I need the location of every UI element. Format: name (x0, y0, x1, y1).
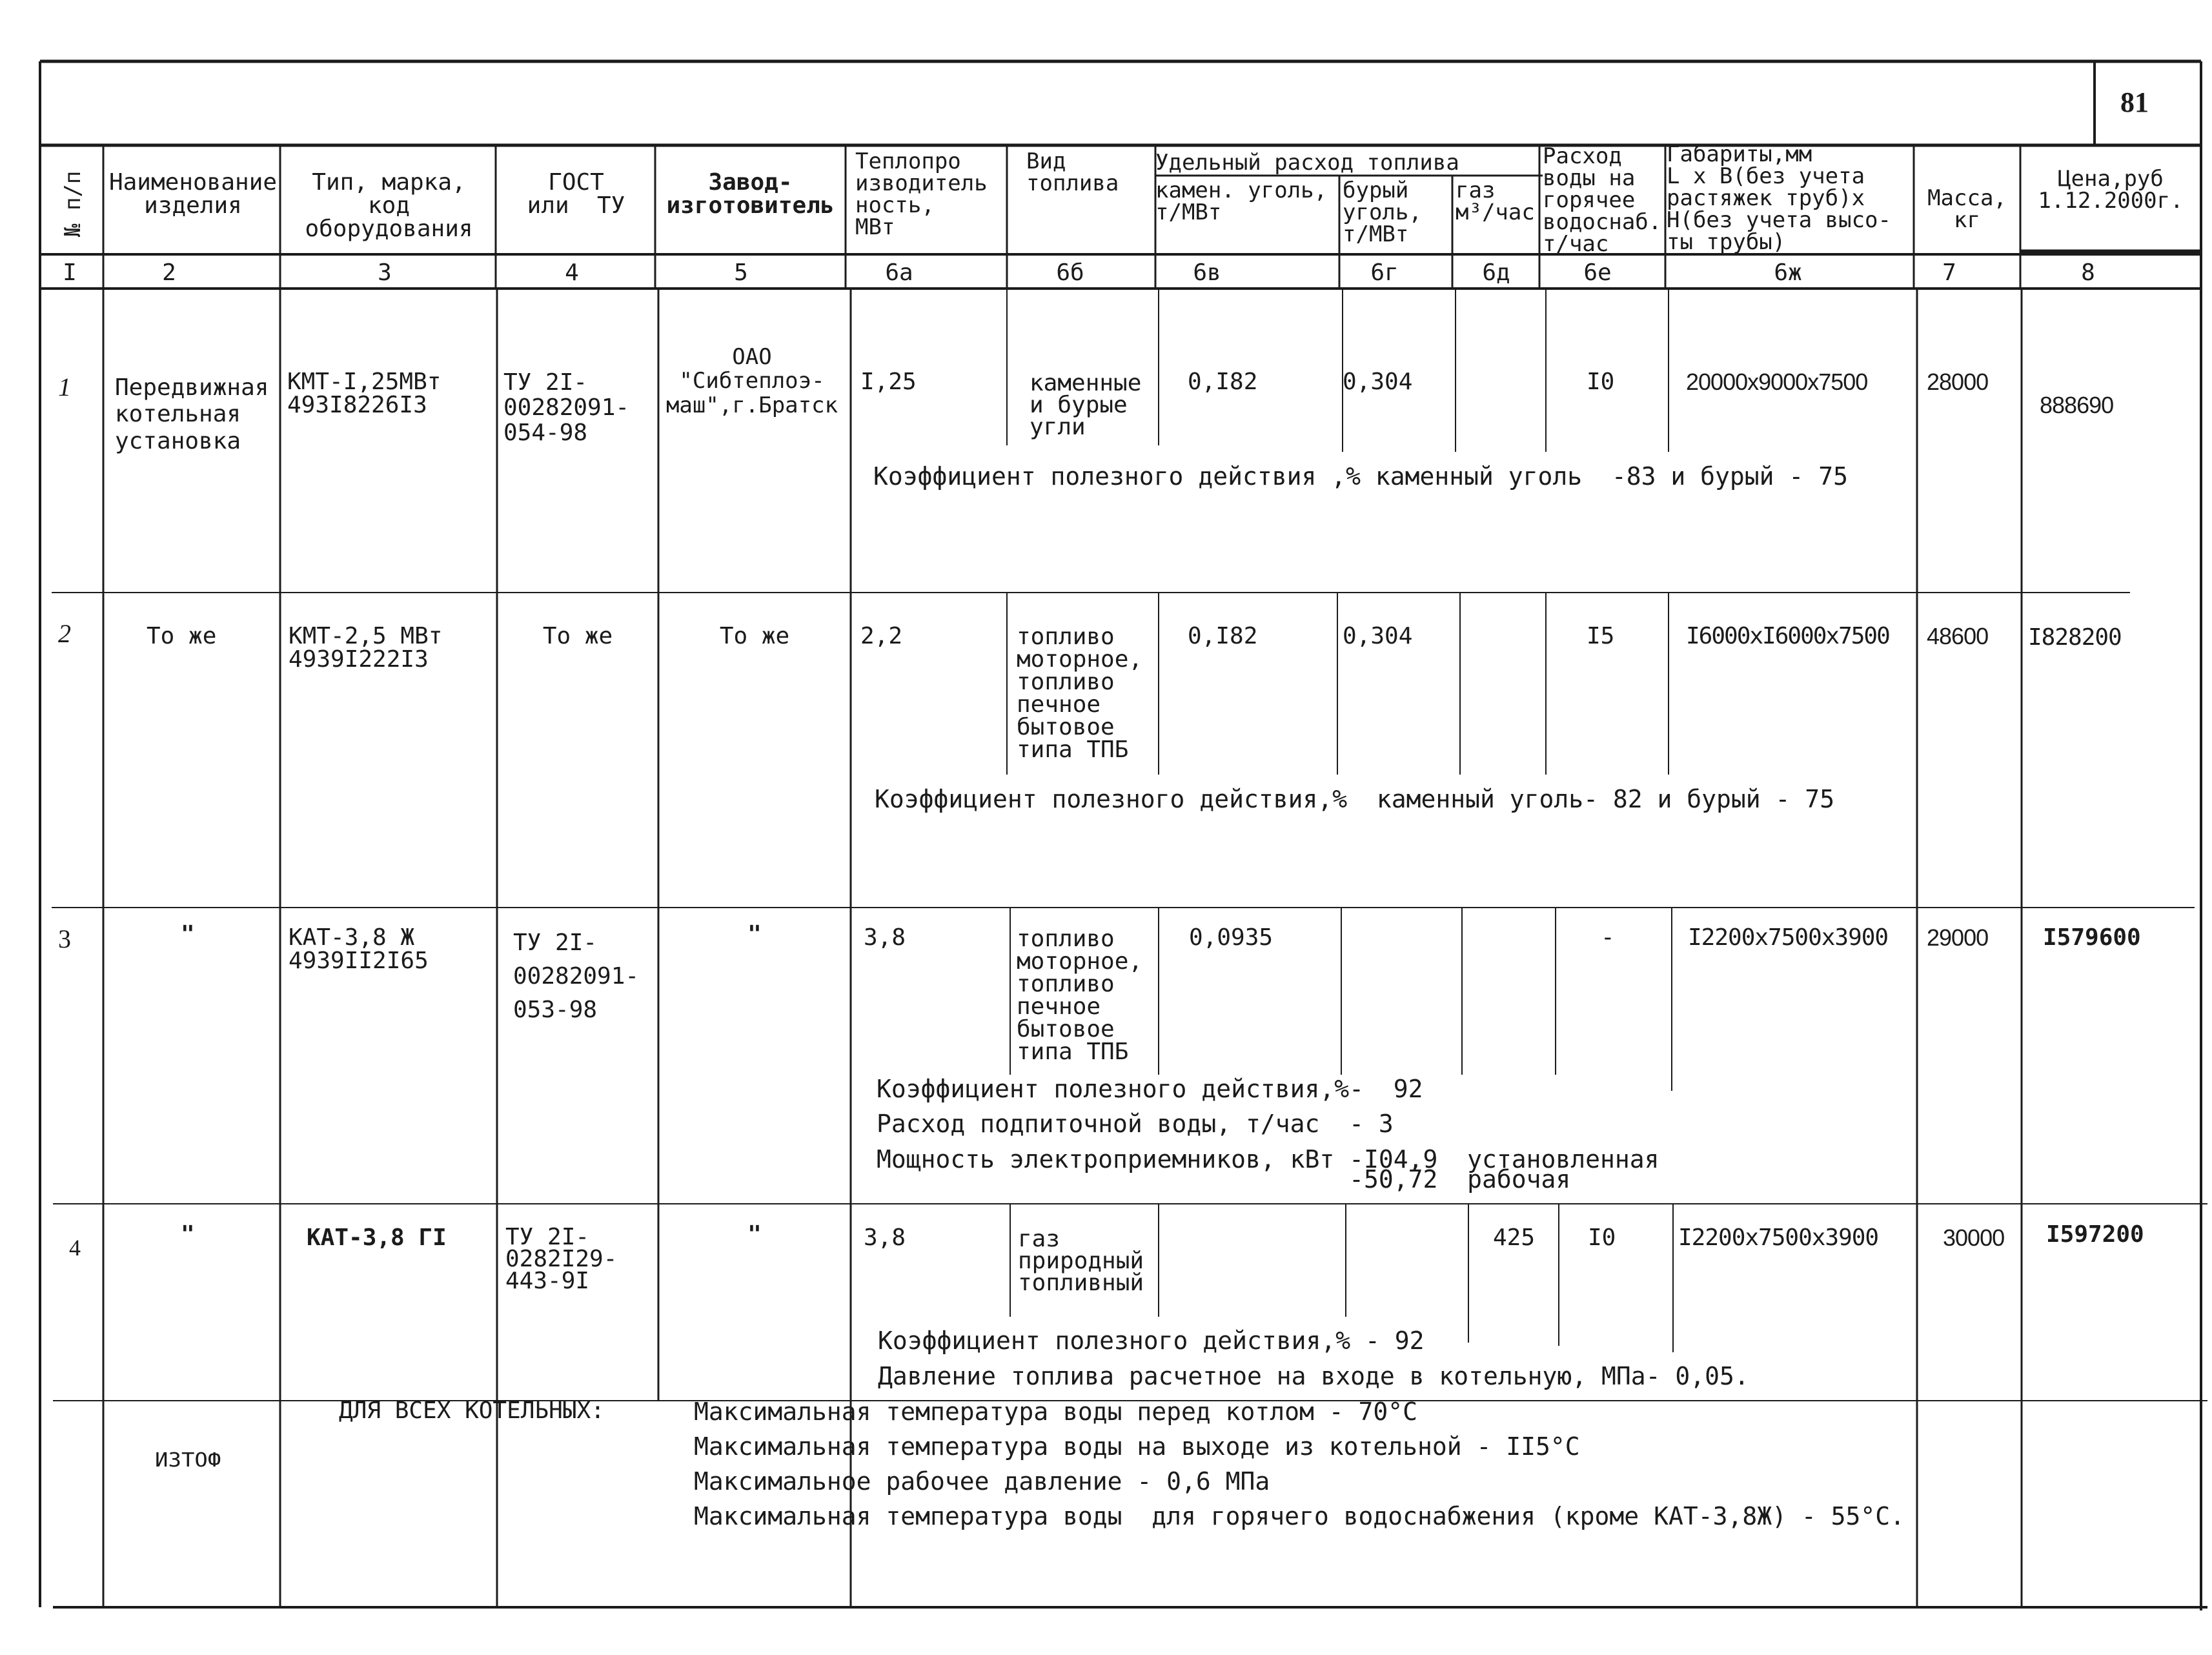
row4-water: I0 (1588, 1224, 1616, 1251)
row1-name: Передвижная котельная установка (115, 374, 269, 454)
row1-brown: 0,304 (1343, 369, 1413, 395)
row3-price: I579600 (2043, 924, 2141, 951)
header-gas: газ м³/час (1456, 178, 1535, 225)
row2-type: КМТ-2,5 МВт 4939I222I3 (289, 623, 443, 673)
header-power: Теплопро изводитель ность, МВт (855, 148, 988, 240)
column-number: 5 (734, 259, 748, 286)
column-number: 6а (885, 259, 913, 286)
row3-mass: 29000 (1927, 924, 1989, 951)
column-number: 6г (1370, 259, 1399, 286)
row1-coal: 0,I82 (1188, 369, 1258, 395)
column-number: 3 (378, 259, 392, 286)
row2-power: 2,2 (860, 623, 903, 649)
row4-type: КАТ-3,8 ГI (307, 1224, 447, 1251)
row4-note-1: Коэффициент полезного действия,% - 92 (878, 1326, 1425, 1355)
header-coal: камен. уголь, т/МВт (1155, 178, 1328, 225)
row1-note: Коэффициент полезного действия ,% каменный уголь -83 и бурый - 75 (873, 462, 1848, 491)
row3-note-2: Расход подпиточной воды, т/час - 3 (877, 1110, 1394, 1138)
column-number: 2 (162, 259, 176, 286)
row3-note-3: Мощность электроприемников, кВт -I04,9 установленная (877, 1145, 1659, 1173)
row2-fuel: топливо моторное, топливо печное бытовое типа ТПБ (1017, 624, 1143, 763)
footer-all-label: ДЛЯ ВСЕХ КОТЕЛЬНЫХ: (339, 1397, 605, 1424)
column-number: 6в (1193, 259, 1221, 286)
column-number: 6б (1056, 259, 1084, 286)
row4-num: 4 (69, 1235, 81, 1261)
row4-mass: 30000 (1943, 1224, 2005, 1251)
footer-line-3: Максимальное рабочее давление - 0,6 МПа (694, 1467, 1270, 1496)
row3-type: КАТ-3,8 Ж 4939II2I65 (289, 924, 429, 974)
row4-price: I597200 (2046, 1221, 2144, 1248)
row1-fuel: каменные и бурые угли (1030, 370, 1142, 441)
row3-fuel: топливо моторное, топливо печное бытовое типа ТПБ (1017, 926, 1143, 1065)
row4-name: " (181, 1221, 195, 1248)
header-water: Расход воды на горячее водоснаб. т/час (1543, 143, 1662, 257)
row1-maker: ОАО "Сибтеплоэ- маш",г.Братск (665, 344, 838, 418)
row4-power: 3,8 (864, 1224, 906, 1251)
row1-power: I,25 (860, 369, 917, 395)
row3-dims: I2200x7500x3900 (1688, 924, 1889, 951)
row2-mass: 48600 (1927, 623, 1989, 649)
row3-gost: ТУ 2I- 00282091- 053-98 (513, 929, 640, 1024)
row4-gost: ТУ 2I- 0282I29- 443-9I (505, 1224, 618, 1295)
row2-coal: 0,I82 (1188, 623, 1258, 649)
row3-power: 3,8 (864, 924, 906, 951)
column-number: 4 (565, 259, 579, 286)
column-number: 6д (1482, 259, 1510, 286)
column-number: I (63, 259, 77, 286)
header-num: № п/п (60, 170, 86, 237)
header-mass: Масса, кг (1927, 185, 2007, 233)
footer-line-1: Максимальная температура воды перед котлом - 70°С (694, 1397, 1418, 1426)
row1-gost: ТУ 2I- 00282091- 054-98 (503, 369, 630, 446)
column-number: 6е (1583, 259, 1612, 286)
row2-brown: 0,304 (1343, 623, 1413, 649)
header-brown: бурый уголь, т/МВт (1343, 178, 1422, 247)
header-name: Наименование изделия (108, 169, 278, 219)
row4-dims: I2200x7500x3900 (1678, 1224, 1879, 1251)
row2-name: То же (147, 623, 217, 649)
row3-note-1: Коэффициент полезного действия,%- 92 (877, 1075, 1423, 1103)
footer-stamp: ИЗТОФ (155, 1448, 221, 1472)
header-fuel: Вид топлива (1026, 148, 1119, 196)
row1-num: 1 (58, 372, 71, 401)
row4-maker: " (747, 1221, 762, 1248)
column-number: 8 (2081, 259, 2095, 286)
row3-note-4: -50,72 рабочая (877, 1165, 1571, 1193)
row4-note-2: Давление топлива расчетное на входе в котельную, МПа- 0,05. (878, 1362, 1749, 1390)
header-spec-fuel: Удельный расход топлива (1155, 150, 1459, 176)
row2-note: Коэффициент полезного действия,% каменный уголь- 82 и бурый - 75 (875, 785, 1835, 813)
row4-fuel: газ природный топливный (1018, 1226, 1144, 1297)
row2-water: I5 (1587, 623, 1615, 649)
column-number: 7 (1942, 259, 1956, 286)
row2-maker: То же (719, 623, 790, 649)
header-dims: Габариты,мм L х В(без учета растяжек труб)х Н(без учета высо- ты трубы) (1667, 141, 1891, 255)
row2-gost: То же (542, 623, 613, 649)
row3-num: 3 (58, 924, 71, 953)
header-price: Цена,руб 1.12.2000г. (2038, 166, 2184, 214)
row1-dims: 20000x9000x7500 (1686, 369, 1868, 395)
row2-price: I828200 (2028, 624, 2122, 651)
row2-num: 2 (58, 619, 71, 648)
row3-name: " (181, 921, 195, 948)
row3-coal: 0,0935 (1189, 924, 1273, 951)
row2-dims: I6000xI6000x7500 (1686, 623, 1889, 649)
row1-type: КМТ-I,25МВт 493I8226I3 (287, 369, 441, 418)
header-type: Тип, марка, код оборудования (305, 169, 473, 242)
row1-mass: 28000 (1927, 369, 1989, 395)
header-maker: Завод- изготовитель (666, 169, 835, 219)
row3-maker: " (747, 921, 762, 948)
page-number: 81 (2120, 86, 2149, 118)
footer-line-4: Максимальная температура воды для горячего водоснабжения (кроме КАТ-3,8Ж) - 55°С. (694, 1502, 1905, 1530)
footer-line-2: Максимальная температура воды на выходе из котельной - II5°С (694, 1432, 1580, 1461)
header-gost: ГОСТ или ТУ (527, 169, 625, 219)
row4-gas: 425 (1493, 1224, 1536, 1251)
row1-price: 888690 (2040, 392, 2114, 418)
column-number: 6ж (1774, 259, 1802, 286)
row1-water: I0 (1587, 369, 1615, 395)
row3-water: - (1601, 924, 1615, 951)
